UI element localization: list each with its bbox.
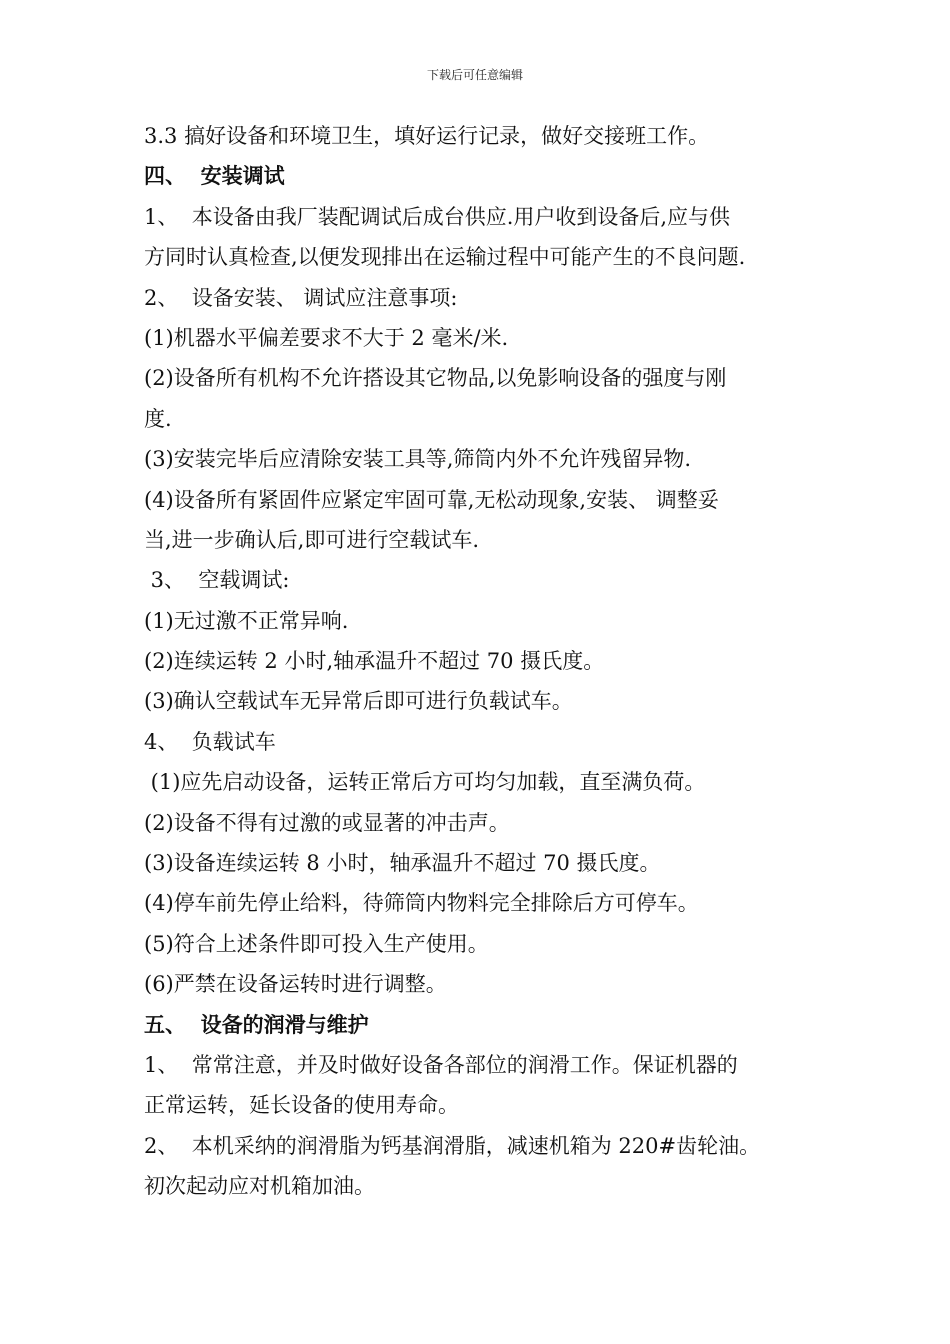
document-body [144, 116, 816, 1207]
text-line: (2)设备所有机构不允许搭设其它物品,以免影响设备的强度与刚 [144, 366, 727, 391]
text-line: (1)机器水平偏差要求不大于 2 毫米/米. [144, 325, 509, 350]
text-line: 初次起动应对机箱加油。 [144, 1174, 375, 1199]
text-line: (2)设备不得有过激的或显著的冲击声。 [144, 810, 510, 835]
text-line: 3、 空载调试: [144, 568, 290, 593]
text-line: (1)应先启动设备，运转正常后方可均匀加载，直至满负荷。 [144, 770, 706, 795]
text-line: (5)符合上述条件即可投入生产使用。 [144, 931, 489, 956]
text-line: (3)确认空载试车无异常后即可进行负载试车。 [144, 689, 573, 714]
section-heading: 五、 设备的润滑与维护 [144, 1012, 369, 1037]
text-line: 方同时认真检查,以便发现排出在运输过程中可能产生的不良问题. [144, 245, 746, 270]
text-line: 3.3 搞好设备和环境卫生，填好运行记录，做好交接班工作。 [144, 124, 710, 148]
text-line: 1、 本设备由我厂装配调试后成台供应.用户收到设备后,应与供 [144, 204, 731, 229]
text-line: (6)严禁在设备运转时进行调整。 [144, 972, 447, 997]
text-line: 度. [144, 406, 172, 431]
text-line: (1)无过激不正常异响. [144, 608, 349, 633]
text-line: (4)设备所有紧固件应紧定牢固可靠,无松动现象,安装、 调整妥 [144, 487, 719, 512]
text-line: (2)连续运转 2 小时,轴承温升不超过 70 摄氏度。 [144, 649, 605, 674]
text-line: 2、 设备安装、 调试应注意事项: [144, 285, 458, 310]
text-line: (4)停车前先停止给料，待筛筒内物料完全排除后方可停车。 [144, 891, 699, 916]
section-heading: 四、 安装调试 [144, 164, 285, 189]
text-line: (3)安装完毕后应清除安装工具等,筛筒内外不允许残留异物. [144, 447, 692, 472]
text-line: (3)设备连续运转 8 小时，轴承温升不超过 70 摄氏度。 [144, 851, 661, 876]
text-line: 正常运转，延长设备的使用寿命。 [144, 1093, 459, 1118]
text-line: 4、 负载试车 [144, 729, 276, 754]
text-line: 当,进一步确认后,即可进行空载试车. [144, 527, 480, 552]
text-line: 2、 本机采纳的润滑脂为钙基润滑脂，减速机箱为 220#齿轮油。 [144, 1133, 761, 1158]
page-header: 下载后可任意编辑 [426, 68, 523, 82]
text-line: 1、 常常注意，并及时做好设备各部位的润滑工作。保证机器的 [144, 1052, 738, 1077]
